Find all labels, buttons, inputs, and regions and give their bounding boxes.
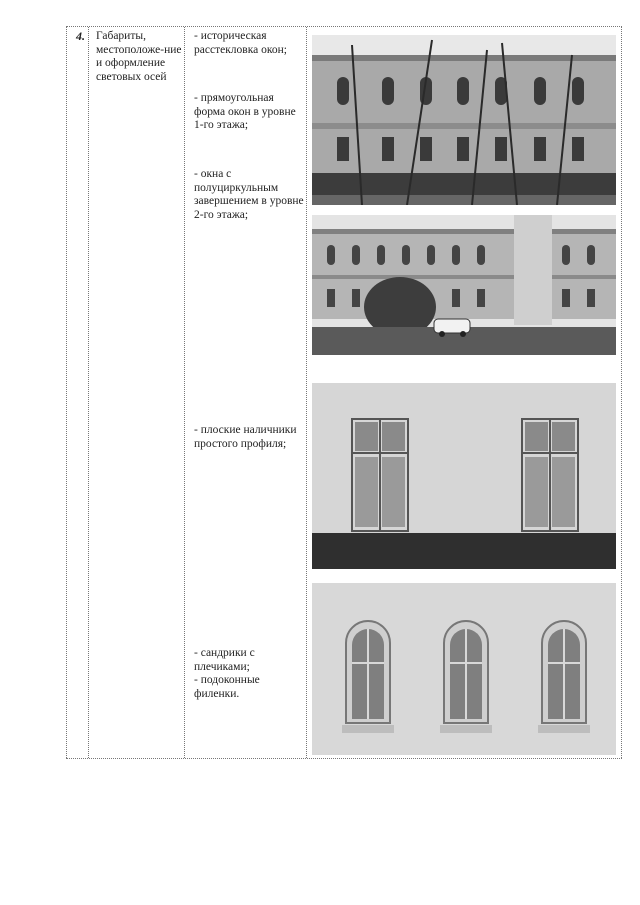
- photo-rectangular-windows: [312, 383, 616, 569]
- feature-rectangular-windows: - прямоугольная форма окон в уровне 1-го этажа;: [194, 92, 296, 131]
- feature-flat-casings: - плоские наличники простого профиля;: [194, 424, 297, 450]
- column-divider-3: [306, 27, 307, 758]
- table-border-right: [621, 27, 622, 758]
- column-divider-2: [184, 27, 185, 758]
- photo-arched-windows: [312, 583, 616, 755]
- table-border-left: [66, 27, 67, 758]
- photo-facade-1: [312, 35, 616, 205]
- photo-facade-2: [312, 215, 616, 355]
- features-table: [66, 26, 622, 759]
- feature-arched-windows: - окна с полуциркульным завершением в уровне 2-го этажа;: [194, 168, 304, 221]
- row-name: Габариты, местоположе-ние и оформление световых осей: [96, 30, 182, 83]
- feature-sandriks: - сандрики с плечиками; - подоконные филенки.: [194, 647, 260, 700]
- feature-historic-glazing: - историческая расстекловка окон;: [194, 30, 287, 56]
- row-number: 4.: [76, 29, 85, 43]
- column-divider-1: [88, 27, 89, 758]
